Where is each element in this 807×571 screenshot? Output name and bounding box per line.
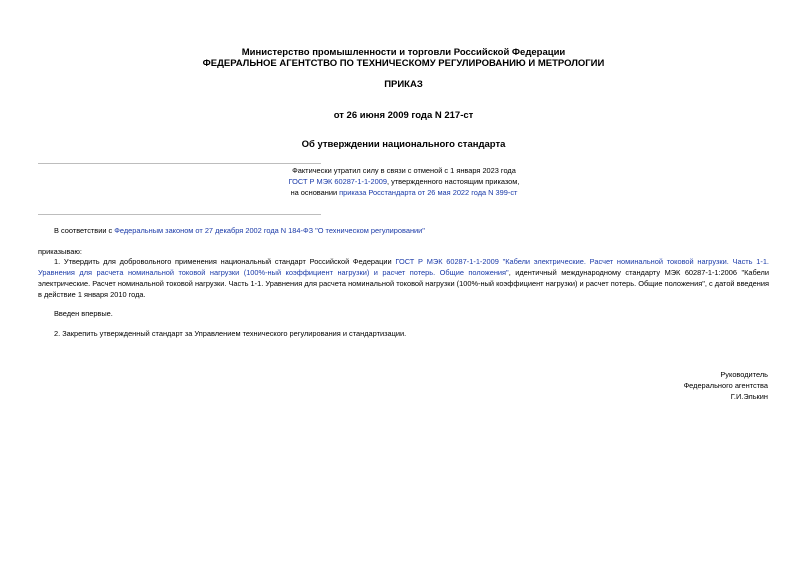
introduced-note: Введен впервые. (54, 309, 113, 318)
standard-reference-link[interactable]: ГОСТ Р МЭК 60287-1-1-2009 (288, 177, 387, 186)
status-note (38, 165, 770, 198)
document-type: ПРИКАЗ (384, 79, 423, 90)
item1-text-before: 1. Утвердить для добровольного применения национальный стандарт Российской Федерации (54, 257, 396, 266)
gost-standard-link[interactable]: ГОСТ Р МЭК 60287-1-1-2009 "Кабели электрические. Расчет номинальной токовой нагрузки. Часть 1-1. Уравнения для расчета номинальной токовой нагрузки (100%-ный коэффициент нагрузки) и расчет потерь. Общие положения" (38, 257, 769, 277)
rosstandart-order-link[interactable]: приказа Росстандарта от 26 мая 2022 года N 399-ст (339, 188, 518, 197)
document-date-number: от 26 июня 2009 года N 217-ст (333, 110, 474, 121)
status-note-line3-text: на основании (290, 188, 340, 197)
preamble-text: В соответствии с (54, 226, 115, 235)
signature-block (684, 369, 768, 402)
signature-name: Г.И.Элькин (730, 392, 768, 401)
document-subject: Об утверждении национального стандарта (301, 139, 506, 150)
order-item-2: 2. Закрепить утвержденный стандарт за Управлением технического регулирования и стандартизации. (54, 329, 407, 338)
signature-organization: Федерального агентства (683, 381, 768, 390)
signature-position: Руководитель (720, 370, 768, 379)
status-note-bottom-rule (38, 214, 321, 215)
ministry-title: Министерство промышленности и торговли Российской Федерации (241, 47, 566, 58)
order-item-1 (38, 256, 769, 300)
status-note-line2-text: , утвержденного настоящим приказом, (386, 177, 520, 186)
federal-law-link[interactable]: Федеральным законом от 27 декабря 2002 года N 184-ФЗ "О техническом регулировании" (114, 226, 425, 235)
preamble (54, 225, 425, 236)
status-note-line1: Фактически утратил силу в связи с отменой с 1 января 2023 года (292, 166, 516, 175)
status-note-line3 (38, 187, 770, 198)
order-word: приказываю: (38, 247, 82, 256)
status-note-top-rule (38, 163, 321, 164)
item1-text-after: , идентичный международному стандарту МЭК 60287-1-1:2006 "Кабели электрические. Расчет номинальной токовой нагрузки. Часть 1-1. Уравнения для расчета номинальной токовой нагрузки (100%-ный коэффициент нагрузки) и расчет потерь. Общие положения", с датой введения в действие 1 января 2010 года. (38, 268, 769, 299)
status-note-line2 (38, 176, 770, 187)
agency-title: ФЕДЕРАЛЬНОЕ АГЕНТСТВО ПО ТЕХНИЧЕСКОМУ РЕГУЛИРОВАНИЮ И МЕТРОЛОГИИ (202, 58, 605, 69)
